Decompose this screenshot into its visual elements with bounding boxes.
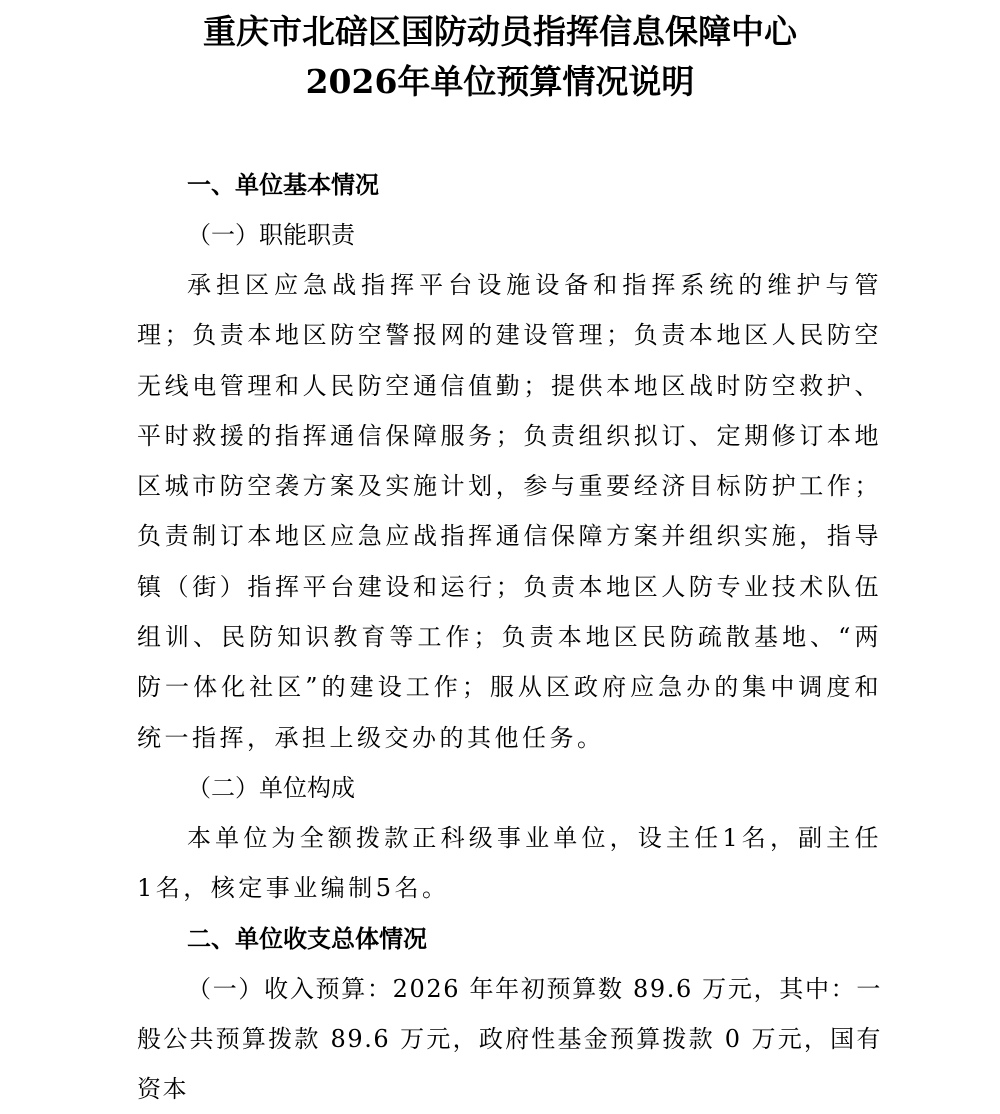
subheading-functions: （一）职能职责 <box>187 221 355 249</box>
section-heading-budget-overview: 二、单位收支总体情况 <box>187 923 427 953</box>
paragraph-composition: 本单位为全额拨款正科级事业单位，设主任1名，副主任1名，核定事业编制5名。 <box>137 823 882 903</box>
paragraph-income-budget: （一）收入预算：2026 年年初预算数 89.6 万元，其中：一般公共预算拨款 89.6 万元，政府性基金预算拨款 0 万元，国有资本 <box>137 974 882 1104</box>
document-body <box>137 160 882 1114</box>
document-title-line-1: 重庆市北碚区国防动员指挥信息保障中心 <box>203 12 797 51</box>
document-title-line-2: 2026年单位预算情况说明 <box>305 62 695 101</box>
section-heading-basic-info: 一、单位基本情况 <box>187 170 379 199</box>
subheading-composition: （二）单位构成 <box>187 773 355 802</box>
paragraph-functions: 承担区应急战指挥平台设施设备和指挥系统的维护与管理；负责本地区防空警报网的建设管理；负责本地区人民防空无线电管理和人民防空通信值勤；提供本地区战时防空救护、平时救援的指挥通信保障服务；负责组织拟订、定期修订本地区城市防空袭方案及实施计划，参与重要经济目标防护工作；负责制订本地区应急应战指挥通信保障方案并组织实施，指导镇（街）指挥平台建设和运行；负责本地区人防专业技术队伍组训、民防知识教育等工作；负责本地区民防疏散基地、“两防一体化社区”的建设工作；服从区政府应急办的集中调度和统一指挥，承担上级交办的其他任务。 <box>137 271 882 752</box>
